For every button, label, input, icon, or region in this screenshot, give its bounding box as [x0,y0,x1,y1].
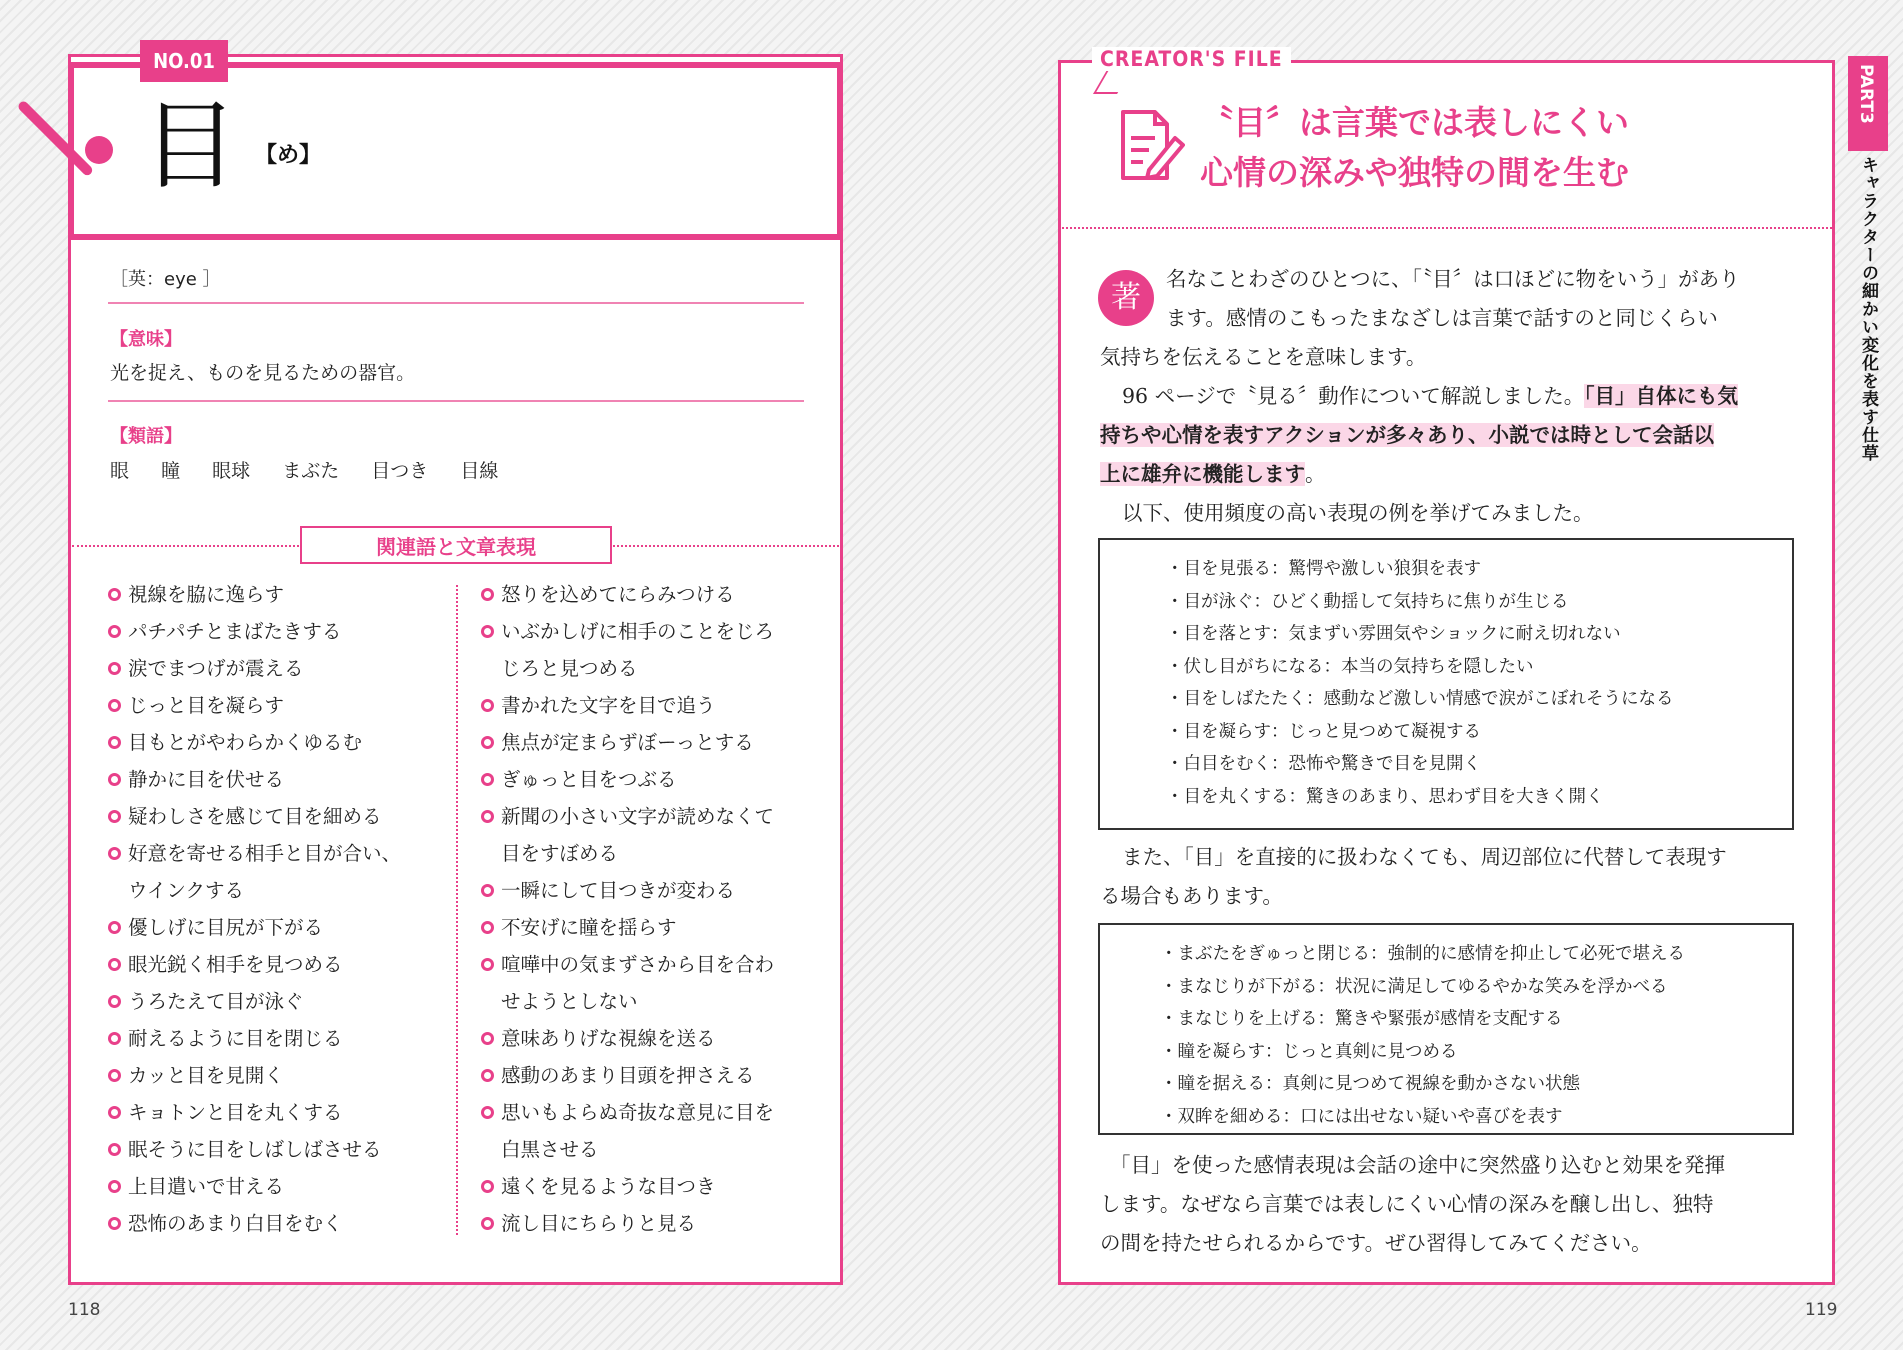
list-item: 上目遣いで甘える [108,1168,448,1205]
paragraph-1-line: 名なことわざのひとつに、「〝目〞は口ほどに物をいう」があり [1166,267,1740,291]
list-item: 一瞬にして目つきが変わる [481,872,821,909]
entry-number-tab: NO.01 [140,40,228,82]
list-item: 不安げに瞳を揺らす [481,909,821,946]
title-line: 心情の深みや独特の間を生む [1200,153,1629,192]
highlighted-text: 上に雄弁に機能します [1100,462,1305,486]
memo-pencil-icon [1115,108,1185,184]
paragraph-4-line: また、「目」を直接的に扱わなくても、周辺部位に代替して表現す [1122,845,1727,869]
list-item: ・目を凝らす：じっと見つめて凝視する [1166,721,1481,742]
list-item: いぶかしげに相手のことをじろ [481,613,821,650]
list-item: ウインクする [128,879,245,902]
paragraph-5-line: します。なぜなら言葉では表しにくい心情の深みを醸し出し、独特 [1100,1192,1714,1216]
list-item: 喧嘩中の気まずさから目を合わ [481,946,821,983]
list-item: 焦点が定まらずぼーっとする [481,724,821,761]
synonym: 瞳 [161,460,181,482]
chapter-side-title: キャラクターの細かい変化を表す仕草 [1858,156,1878,462]
paragraph-3: 以下、使用頻度の高い表現の例を挙げてみました。 [1122,501,1594,525]
list-item: ・瞳を据える：真剣に見つめて視線を動かさない状態 [1160,1074,1580,1094]
related-col-2 [481,576,821,1242]
page-number-right: 119 [1805,1300,1838,1320]
list-item: ・伏し目がちになる：本当の気持ちを隠したい [1166,656,1534,677]
list-item: 視線を脇に逸らす [108,576,448,613]
separator [108,400,804,402]
list-item: じろと見つめる [501,657,638,680]
creators-file-label: CREATOR'S FILE [1092,47,1291,71]
list-item: うろたえて目が泳ぐ [108,983,448,1020]
list-item: 流し目にちらりと見る [481,1205,821,1242]
list-item: ・まなじりを上げる：驚きや緊張が感情を支配する [1160,1009,1563,1029]
list-item: 耐えるように目を閉じる [108,1020,448,1057]
entry-kanji: 目 [142,90,238,202]
meaning-text: 光を捉え、ものを見るための器官。 [110,362,416,384]
highlighted-text: 「目」自体にも気 [1584,384,1739,408]
paragraph-1-line: ます。感情のこもったまなざしは言葉で話すのと同じくらい [1166,306,1718,330]
drop-cap: 著 [1098,270,1154,326]
paragraph-text: 96 ページで〝見る〞動作について解説しました。 [1122,384,1585,408]
related-col-1 [108,576,448,1242]
synonym: 眼球 [212,460,251,482]
meaning-heading: 【意味】 [110,329,182,350]
list-item: ・目を見張る：驚愕や激しい狼狽を表す [1166,559,1481,579]
paragraph-5-line: の間を持たせられるからです。ぜひ習得してみてください。 [1100,1231,1652,1255]
paragraph-2-line [1122,377,1738,416]
list-item: カッと目を見開く [108,1057,448,1094]
list-item: ・目をしばたたく：感動など激しい情感で涙がこぼれそうになる [1166,689,1674,709]
highlighted-text: 持ちや心情を表すアクションが多々あり、小説では時として会話以 [1100,423,1714,447]
list-item: せようとしない [501,990,638,1013]
synonym: 眼 [110,460,130,482]
list-item: ・白目をむく：恐怖や驚きで目を見開く [1166,754,1481,774]
list-item: 涙でまつげが震える [108,650,448,687]
related-title: 関連語と文章表現 [300,526,612,564]
list-item: ぎゅっと目をつぶる [481,761,821,798]
synonym: 目つき [371,460,429,482]
part-tab-label: PART3 [1856,64,1876,124]
list-item: ・瞳を凝らす：じっと真剣に見つめる [1160,1041,1458,1062]
title-line: 〝目〞は言葉では表しにくい [1200,103,1629,142]
list-item: 優しげに目尻が下がる [108,909,448,946]
list-item: 眼光鋭く相手を見つめる [108,946,448,983]
page-number-left: 118 [68,1300,101,1320]
paragraph-1-line: 気持ちを伝えることを意味します。 [1100,345,1427,369]
list-item: ・目が泳ぐ：ひどく動揺して気持ちに焦りが生じる [1166,591,1569,612]
paragraph-text: 。 [1305,462,1326,486]
list-item: ・目を丸くする：驚きのあまり、思わず目を大きく開く [1166,786,1604,807]
list-item: 書かれた文字を目で追う [481,687,821,724]
synonym-heading: 【類語】 [110,426,182,447]
list-item: キョトンと目を丸くする [108,1094,448,1131]
list-item: 怒りを込めてにらみつける [481,576,821,613]
list-item: ・まぶたをぎゅっと閉じる：強制的に感情を抑止して必死で堪える [1160,944,1685,964]
list-item: 白黒させる [501,1138,599,1161]
synonym: まぶた [282,460,340,482]
list-item: 新聞の小さい文字が読めなくて [481,798,821,835]
part-tab [1848,56,1888,151]
list-item: 感動のあまり目頭を押さえる [481,1057,821,1094]
synonym-list [110,456,524,483]
list-item: 意味ありげな視線を送る [481,1020,821,1057]
list-item: 好意を寄せる相手と目が合い、 [108,835,448,872]
list-item: 疑わしさを感じて目を細める [108,798,448,835]
list-item: 恐怖のあまり白目をむく [108,1205,448,1242]
list-item: 目をすぼめる [501,842,619,865]
list-item: ・目を落とす：気まずい雰囲気やショックに耐え切れない [1166,624,1621,644]
list-item: 目もとがやわらかくゆるむ [108,724,448,761]
list-item: ・双眸を細める：口には出せない疑いや喜びを表す [1160,1106,1563,1127]
list-item: 静かに目を伏せる [108,761,448,798]
synonym: 目線 [460,460,499,482]
separator [108,302,804,304]
article-title [1200,98,1629,198]
dotted-divider [1062,227,1832,229]
paragraph-2-line [1100,416,1714,455]
paragraph-5-line: 「目」を使った感情表現は会話の途中に突然盛り込むと効果を発揮 [1110,1153,1725,1177]
example-box-1 [1098,538,1794,830]
pushpin-head-icon [85,136,113,164]
list-item: パチパチとまばたきする [108,613,448,650]
english-label: ［英：eye ］ [110,269,221,290]
column-divider [456,585,458,1235]
example-box-2 [1098,923,1794,1135]
paragraph-4-line: る場合もあります。 [1100,884,1283,908]
list-item: 遠くを見るような目つき [481,1168,821,1205]
paragraph-2-line [1100,455,1326,494]
list-item: 眠そうに目をしばしばさせる [108,1131,448,1168]
entry-reading: 【め】 [255,143,322,168]
list-item: 思いもよらぬ奇抜な意見に目を [481,1094,821,1131]
list-item: ・まなじりが下がる：状況に満足してゆるやかな笑みを浮かべる [1160,976,1668,997]
list-item: じっと目を凝らす [108,687,448,724]
